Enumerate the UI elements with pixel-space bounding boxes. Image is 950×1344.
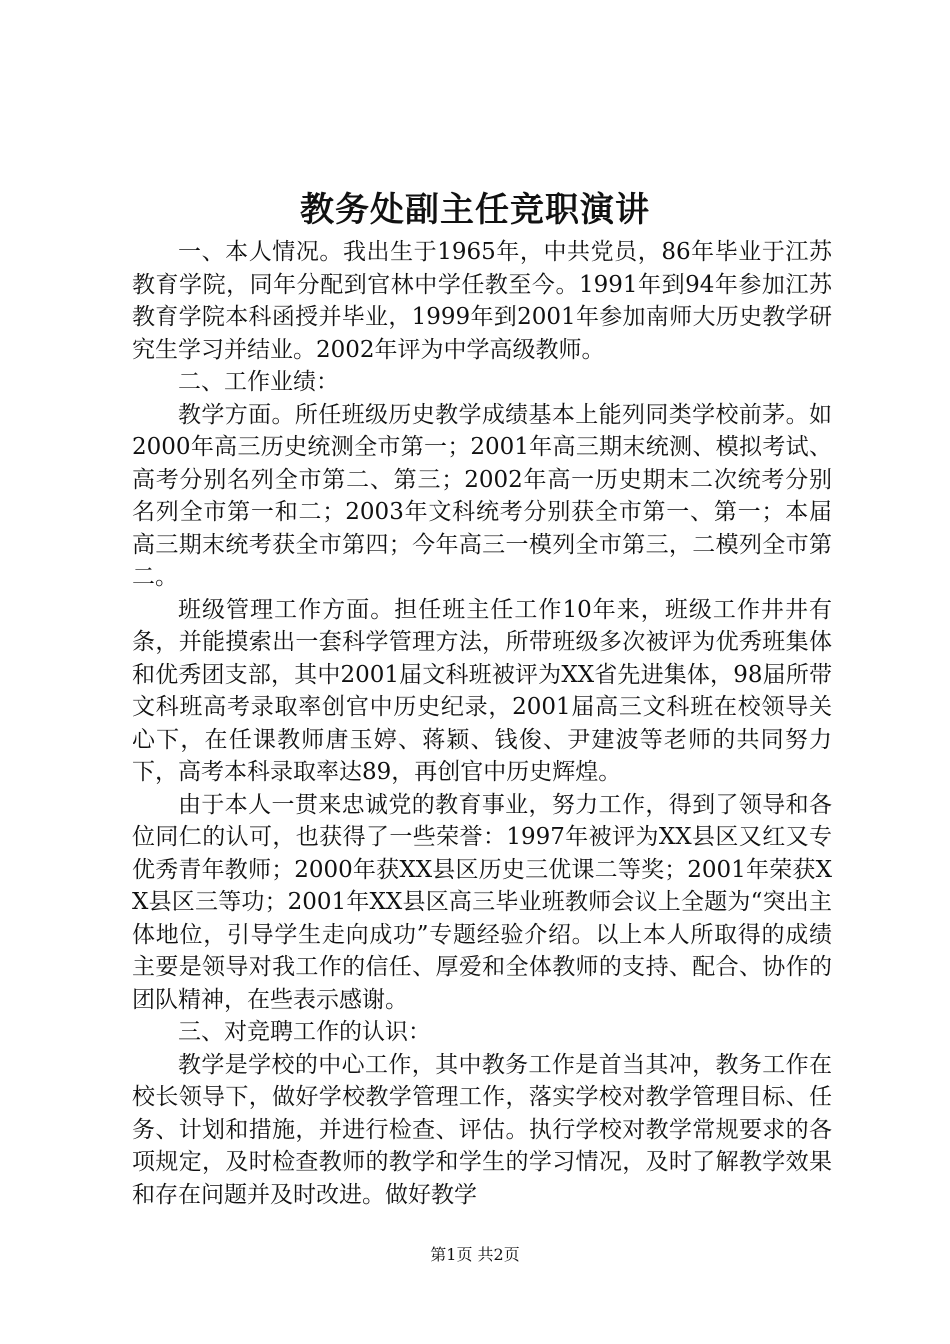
paragraph-honors: 由于本人一贯来忠诚党的教育事业，努力工作，得到了领导和各位同仁的认可，也获得了一些荣誉：1997年被评为XX县区又红又专优秀青年教师；2000年获XX县区历史三优课二等奖；2001年荣获XX县区三等功；2001年XX县区高三毕业班教师会议上全题为“突出主体地位，引导学生走向成功”专题经验介绍。以上本人所取得的成绩主要是领导对我工作的信任、厚爱和全体教师的支持、配合、协作的团队精神，在些表示感谢。: [132, 791, 832, 1013]
document-title: 教务处副主任竞职演讲: [300, 190, 650, 230]
paragraph-class-management: 班级管理工作方面。担任班主任工作10年来，班级工作井井有条，并能摸索出一套科学管理方法，所带班级多次被评为优秀班集体和优秀团支部，其中2001届文科班被评为XX省先进集体，98届所带文科班高考录取率创官中历史纪录，2001届高三文科班在校领导关心下，在任课教师唐玉婷、蒋颖、钱俊、尹建波等老师的共同努力下，高考本科录取率达89，再创官中历史辉煌。: [132, 596, 832, 785]
document-body: [132, 236, 832, 1211]
heading-work-achievements: 二、工作业绩：: [178, 369, 339, 395]
heading-understanding: 三、对竞聘工作的认识：: [178, 1019, 431, 1045]
page-number-footer: 第1页 共2页: [430, 1245, 520, 1264]
paragraph-teaching: 教学方面。所任班级历史教学成绩基本上能列同类学校前茅。如2000年高三历史统测全市第一；2001年高三期末统测、模拟考试、高考分别名列全市第二、第三；2002年高一历史期末二次统考分别名列全市第一和二；2003年文科统考分别获全市第一、第一；本届高三期末统考获全市第四；今年高三一模列全市第三，二模列全市第二。: [132, 401, 832, 590]
paragraph-academic-affairs: 教学是学校的中心工作，其中教务工作是首当其冲，教务工作在校长领导下，做好学校教学管理工作，落实学校对教学管理目标、任务、计划和措施，并进行检查、评估。执行学校对教学常规要求的各项规定，及时检查教师的教学和学生的学习情况，及时了解教学效果和存在问题并及时改进。做好教学: [132, 1051, 832, 1208]
paragraph-personal-info: 一、本人情况。我出生于1965年，中共党员，86年毕业于江苏教育学院，同年分配到官林中学任教至今。1991年到94年参加江苏教育学院本科函授并毕业，1999年到2001年参加南师大历史教学研究生学习并结业。2002年评为中学高级教师。: [132, 239, 832, 363]
